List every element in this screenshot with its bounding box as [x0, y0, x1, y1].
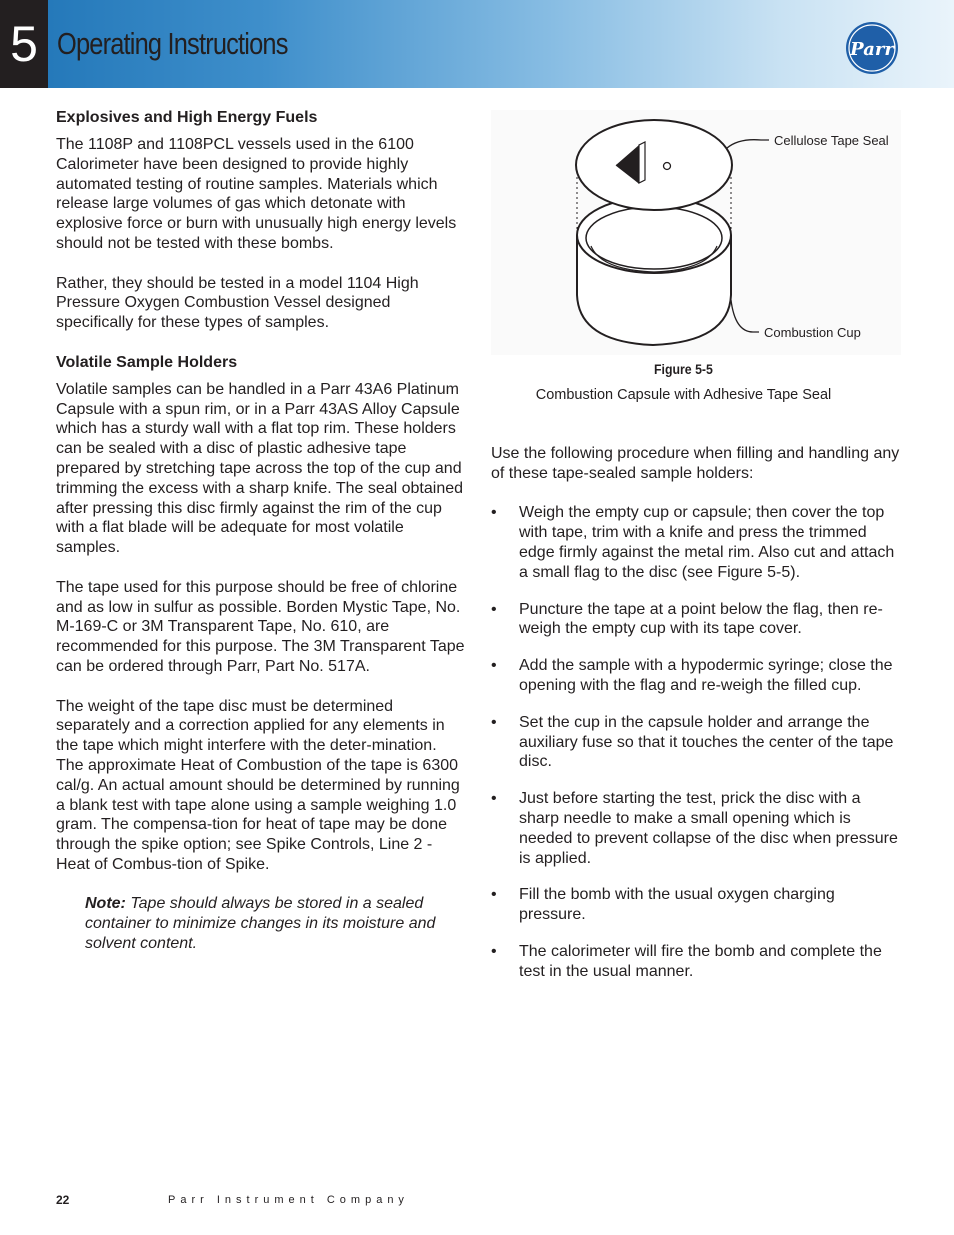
procedure-list [491, 503, 903, 981]
procedure-intro: Use the following procedure when filling and handling any of these tape-sealed sample holders: [491, 445, 900, 482]
figure-caption-text: Combustion Capsule with Adhesive Tape Seal [535, 387, 832, 403]
heading-explosives: Explosives and High Energy Fuels [56, 109, 318, 126]
chapter-number: 5 [0, 0, 48, 88]
paragraph-volatile-3: The weight of the tape disc must be determined separately and a correction applied for any elements in the tape which might interfere with the deter-mination. The approximate Heat of Combustion of the tape is 6300 cal/g. An actual amount should be determined by running a blank test with tape alone using a sample weighing 1.0 gram. The compensa-tion for heat of tape may be done through the spike option; see Spike Controls, Line 2 - Heat of Combus-tion of Spike. [56, 697, 460, 873]
paragraph-volatile-1: Volatile samples can be handled in a Parr 43A6 Platinum Capsule with a spun rim, or in a Parr 43AS Alloy Capsule which has a sturdy wall with a flat top rim. These holders can be sealed with a disc of plastic adhesive tape prepared by stretching tape across the top of the cup and trimming the excess with a sharp knife. The seal obtained after pressing this disc firmly against the rim of the cup with a flat blade will be adequate for most volatile samples. [56, 380, 464, 557]
right-column [491, 444, 903, 999]
bullet: • [491, 886, 497, 904]
note-label: Note: [85, 895, 126, 913]
puncture-hole [664, 163, 671, 170]
bullet: • [491, 790, 497, 808]
parr-logo-icon [845, 21, 899, 75]
list-item: • Set the cup in the capsule holder and arrange the auxiliary fuse so that it touches the center of the tape disc. [491, 713, 894, 771]
bullet: • [491, 713, 497, 731]
list-item: • Puncture the tape at a point below the flag, then re-weigh the empty cup with its tape cover. [491, 600, 883, 638]
footer-company: Parr Instrument Company [168, 1194, 409, 1206]
list-item: • Weigh the empty cup or capsule; then cover the top with tape, trim with a knife and press the trimmed edge firmly against the metal rim. Also cut and attach a small flag to the disc (see Figure 5-5). [491, 504, 895, 581]
page-number: 22 [56, 1193, 70, 1207]
figure-combustion-capsule [491, 110, 901, 355]
figure-number: Figure 5-5 [654, 361, 713, 377]
list-item: • The calorimeter will fire the bomb and complete the test in the usual manner. [491, 942, 882, 980]
bullet: • [491, 504, 497, 522]
paragraph-explosives-1: The 1108P and 1108PCL vessels used in the 6100 Calorimeter have been designed to provide highly automated testing of routine samples. Materials which release large volumes of gas which detonate with explosive force or burn with unusually high energy levels should not be tested with these bombs. [56, 136, 457, 252]
page-title: Operating Instructions [57, 26, 288, 61]
bullet: • [491, 942, 497, 960]
logo-text: Parr [850, 39, 894, 60]
figure-caption [491, 360, 876, 404]
paragraph-volatile-2: The tape used for this purpose should be free of chlorine and as low in sulfur as possible. Borden Mystic Tape, No. M-169-C or 3M Transparent Tape, No. 610, are recommended for this purpose. The 3M Transparent Tape can be ordered through Parr, Part No. 517A. [56, 578, 465, 675]
list-item: • Add the sample with a hypodermic syringe; close the opening with the flag and re-weigh the filled cup. [491, 657, 893, 694]
tape-seal-disc [576, 120, 732, 210]
label-cellulose-tape-seal: Cellulose Tape Seal [774, 133, 889, 148]
bullet: • [491, 657, 497, 675]
paragraph-explosives-2: Rather, they should be tested in a model 1104 High Pressure Oxygen Combustion Vessel designed specifically for these types of samples. [56, 274, 419, 332]
label-combustion-cup: Combustion Cup [764, 325, 861, 340]
heading-volatile: Volatile Sample Holders [56, 353, 238, 371]
list-item: • Fill the bomb with the usual oxygen charging pressure. [491, 886, 835, 924]
bullet: • [491, 600, 497, 618]
cup-inner-rim [586, 207, 722, 269]
left-column [56, 108, 466, 974]
note-text: Tape should always be stored in a sealed container to minimize changes in its moisture and solvent content. [85, 895, 436, 953]
note [85, 894, 466, 953]
list-item: • Just before starting the test, prick the disc with a sharp needle to make a small opening which is needed to prevent collapse of the disc when pressure is applied. [491, 790, 898, 867]
page-header [0, 0, 954, 88]
